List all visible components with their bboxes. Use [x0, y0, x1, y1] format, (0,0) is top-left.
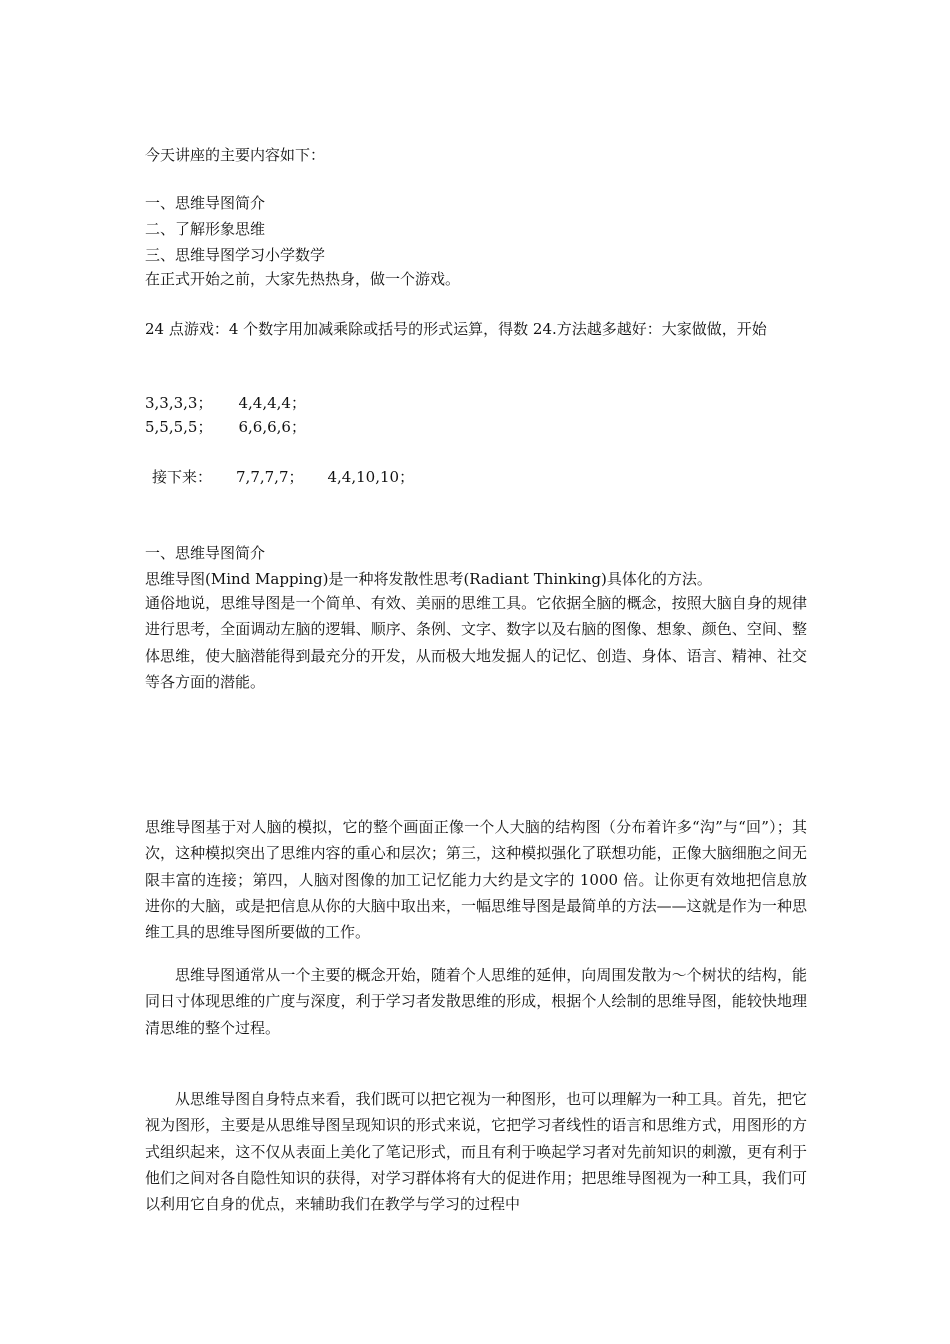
intro-text: 今天讲座的主要内容如下： [145, 146, 326, 164]
outline-item-2: 二、了解形象思维 [145, 220, 266, 238]
warmup-text: 在正式开始之前，大家先热热身，做一个游戏。 [145, 270, 461, 288]
number-set: 4,4,4,4； [238, 394, 306, 412]
number-set: 6,6,6,6； [238, 418, 306, 436]
number-row-3 [152, 464, 414, 490]
section1-heading: 一、思维导图简介 [145, 544, 266, 562]
number-set: 4,4,10,10； [327, 468, 415, 486]
game-rules-text: 24 点游戏：4 个数字用加减乘除或括号的形式运算，得数 24.方法越多越好：大家做做，开始 [145, 320, 767, 338]
body-paragraph-1: 思维导图基于对人脑的模拟，它的整个画面正像一个人大脑的结构图（分布着许多“沟”与“回”）；其次，这种模拟突出了思维内容的重心和层次；第三，这种模拟强化了联想功能，正像大脑细胞之间无限丰富的连接；第四，人脑对图像的加工记忆能力大约是文字的 1000 倍。让你更有效地把信息放进你的大脑，或是把信息从你的大脑中取出来，一幅思维导图是最简单的方法——这就是作为一种思维工具的思维导图所要做的工作。 [145, 818, 807, 942]
number-set: 7,7,7,7； [236, 468, 304, 486]
outline-item-3: 三、思维导图学习小学数学 [145, 246, 326, 264]
body-paragraph-2: 思维导图通常从一个主要的概念开始，随着个人思维的延伸，向周围发散为～个树状的结构，能同日寸体现思维的广度与深度，利于学习者发散思维的形成，根据个人绘制的思维导图，能较快地理清思维的整个过程。 [145, 966, 807, 1037]
next-label: 接下来： [152, 468, 213, 486]
number-row-2 [145, 414, 306, 440]
number-set: 5,5,5,5； [145, 418, 213, 436]
section1-definition: 思维导图(Mind Mapping)是一种将发散性思考(Radiant Thinking)具体化的方法。 [145, 570, 712, 588]
number-set: 3,3,3,3； [145, 394, 213, 412]
section1-paragraph: 通俗地说，思维导图是一个简单、有效、美丽的思维工具。它依据全脑的概念，按照大脑自身的规律进行思考，全面调动左脑的逻辑、顺序、条例、文字、数字以及右脑的图像、想象、颜色、空间、整体思维，使大脑潜能得到最充分的开发，从而极大地发掘人的记忆、创造、身体、语言、精神、社交等各方面的潜能。 [145, 594, 807, 691]
outline-item-1: 一、思维导图简介 [145, 194, 266, 212]
number-row-1 [145, 390, 306, 416]
body-paragraph-3: 从思维导图自身特点来看，我们既可以把它视为一种图形，也可以理解为一种工具。首先，把它视为图形，主要是从思维导图呈现知识的形式来说，它把学习者线性的语言和思维方式，用图形的方式组织起来，这不仅从表面上美化了笔记形式，而且有利于唤起学习者对先前知识的刺激，更有利于他们之间对各自隐性知识的获得，对学习群体将有大的促进作用；把思维导图视为一种工具，我们可以利用它自身的优点，来辅助我们在教学与学习的过程中 [145, 1090, 807, 1214]
